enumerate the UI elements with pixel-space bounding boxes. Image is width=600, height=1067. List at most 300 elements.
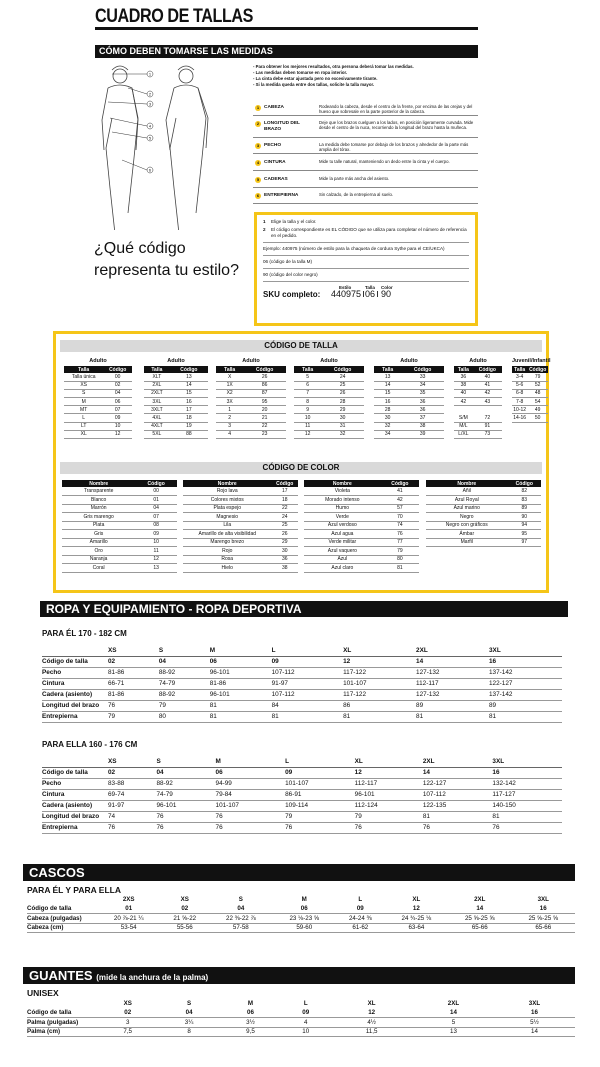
spec-row (27, 1027, 575, 1037)
color-name: Marrón (62, 504, 135, 513)
spec-value: 3¼ (158, 1018, 219, 1028)
color-code-table (183, 480, 298, 573)
size-code-group (294, 358, 364, 439)
size-header: XL (412, 896, 421, 903)
color-code-table (426, 480, 541, 572)
color-name: Marengo brezo (183, 538, 272, 547)
color-code-row (62, 555, 177, 564)
spec-value: 10 (281, 1027, 330, 1037)
spec-value: 76 (216, 822, 286, 833)
spec-value: 117-122 (343, 689, 416, 700)
size-code-heading: CÓDIGO DE TALLA (60, 340, 542, 352)
svg-text:6: 6 (148, 167, 152, 173)
color-name: Blanco (62, 496, 135, 505)
size-value: XLT (144, 373, 170, 381)
spec-value: 76 (216, 811, 286, 822)
size-code-table (64, 366, 132, 439)
color-name: Amarillo (62, 538, 135, 547)
spec-row (42, 678, 562, 689)
color-name: Rojo lava (183, 487, 272, 496)
spec-row (27, 1018, 575, 1028)
size-value: 40 (454, 389, 473, 397)
spec-value: 117-122 (343, 667, 416, 678)
row-header-spacer (42, 756, 108, 767)
spec-value: 76 (108, 700, 159, 711)
color-code-row (304, 547, 419, 556)
size-value: 2XL (144, 381, 170, 389)
sku-style-header: Estilo (339, 285, 352, 290)
spec-value: 9,5 (220, 1027, 281, 1037)
size-value: 6 (294, 381, 321, 389)
size-col-header: Talla (144, 366, 170, 373)
color-name: Verde (304, 513, 381, 522)
spec-row (42, 689, 562, 700)
color-code-row (426, 538, 541, 547)
spec-value: 132-142 (492, 778, 562, 789)
code-value: 43 (473, 398, 502, 406)
spec-value: 06 (216, 767, 286, 778)
size-value: X2 (216, 389, 243, 397)
color-code-row (426, 496, 541, 505)
color-code-row (183, 564, 298, 573)
spec-value: 16 (492, 767, 562, 778)
size-code-group (144, 358, 208, 439)
spec-value: 81 (492, 811, 562, 822)
svg-text:4: 4 (148, 123, 152, 129)
color-code-row (304, 496, 419, 505)
color-code: 80 (381, 555, 419, 564)
spec-value: 101-107 (343, 678, 416, 689)
measure-row-inseam (253, 190, 478, 204)
measure-label: CADERAS (264, 177, 288, 182)
spec-value: 12 (330, 1008, 413, 1018)
sku-color-header: Color (381, 285, 393, 290)
color-code: 01 (135, 496, 177, 505)
code-value: 32 (321, 430, 364, 438)
code-value: 31 (321, 422, 364, 430)
size-value: 12 (294, 430, 321, 438)
color-code: 57 (381, 504, 419, 513)
code-value: 21 (243, 414, 286, 422)
spec-value: 86-91 (285, 789, 355, 800)
size-value: 3-4 (512, 373, 527, 381)
spec-row-label: Entrepierna (42, 822, 108, 833)
color-code-row (304, 521, 419, 530)
spec-value: 79 (285, 811, 355, 822)
spec-value: 02 (108, 767, 157, 778)
spec-row-label: Cadera (asiento) (42, 800, 108, 811)
spec-value: 109-114 (285, 800, 355, 811)
helmets-heading: CASCOS (23, 864, 575, 881)
code-value (527, 430, 548, 438)
code-value: 10 (103, 422, 132, 430)
spec-value: 12 (355, 767, 423, 778)
spec-row-label: Código de talla (42, 656, 108, 667)
spec-value: 25 ⅝-25 ⅝ (511, 914, 575, 924)
size-code-row (216, 381, 286, 389)
color-code-row (304, 538, 419, 547)
sku-step-text: El código correspondiente es EL CÓDIGO que se utiliza para completar el número de referencia en el pedido. (271, 227, 467, 238)
size-value: 3XLT (144, 406, 170, 414)
size-code-row (512, 398, 548, 406)
spec-value: 76 (285, 822, 355, 833)
size-code-table (294, 366, 364, 439)
code-value: 49 (527, 406, 548, 414)
size-code-group (454, 358, 502, 439)
color-code (508, 555, 541, 564)
color-name: Transparente (62, 487, 135, 496)
color-code-row (426, 547, 541, 556)
spec-value: 74-79 (159, 678, 210, 689)
spec-value: 127-132 (416, 667, 489, 678)
size-value: M/L (454, 422, 473, 430)
size-code-row (64, 414, 132, 422)
code-value: 19 (170, 422, 208, 430)
size-value: 5XL (144, 430, 170, 438)
spec-value: 112-117 (355, 778, 423, 789)
him-subtitle: PARA ÉL 170 - 182 CM (42, 629, 127, 638)
code-value: 91 (473, 422, 502, 430)
size-group-title: Adulto (242, 358, 260, 364)
name-col-header: Nombre (62, 480, 135, 487)
spec-row (27, 1008, 575, 1018)
color-code: 04 (135, 504, 177, 513)
spec-value: 74 (108, 811, 157, 822)
size-value: 2 (216, 414, 243, 422)
color-code-row (183, 555, 298, 564)
size-value: 1 (216, 406, 243, 414)
size-code-row (144, 398, 208, 406)
spec-row (27, 923, 575, 933)
size-code-row (216, 389, 286, 397)
color-code-row (426, 513, 541, 522)
size-header: S (187, 1000, 192, 1007)
spec-value: 89 (416, 700, 489, 711)
gloves-heading (23, 967, 575, 984)
size-code-group (64, 358, 132, 439)
size-header: L (285, 756, 355, 767)
size-header: 3XL (528, 1000, 541, 1007)
measure-label: CABEZA (264, 105, 284, 110)
size-code-table (454, 366, 502, 439)
size-header: S (238, 896, 243, 903)
spec-row-label: Cadera (asiento) (42, 689, 108, 700)
color-code-row (62, 504, 177, 513)
size-value: 4XL (144, 414, 170, 422)
size-code-row (294, 398, 364, 406)
spec-value: 04 (158, 1008, 219, 1018)
measure-label: CINTURA (264, 160, 286, 165)
row-header-spacer (27, 895, 97, 904)
size-value: X (216, 373, 243, 381)
size-group-title: Adulto (320, 358, 338, 364)
size-code-row (294, 381, 364, 389)
code-col-header: Código (321, 366, 364, 373)
spec-row (42, 700, 562, 711)
spec-value: 96-101 (157, 800, 216, 811)
spec-value: 137-142 (489, 667, 562, 678)
color-code: 10 (135, 538, 177, 547)
size-code-row (216, 406, 286, 414)
color-name: Lila (183, 521, 272, 530)
size-header: S (157, 756, 216, 767)
spec-value: 88-92 (157, 778, 216, 789)
size-code-row (64, 373, 132, 381)
sku-step-text: Elige la talla y el color. (271, 219, 317, 224)
color-code (508, 547, 541, 556)
size-value: 36 (454, 373, 473, 381)
size-header: XL (343, 645, 416, 656)
spec-value: 127-132 (416, 689, 489, 700)
size-header: 3XL (489, 645, 562, 656)
spec-value: 122-135 (423, 800, 493, 811)
size-code-row (512, 430, 548, 438)
size-code-row (144, 389, 208, 397)
size-code-row (512, 422, 548, 430)
code-value: 35 (401, 389, 444, 397)
spec-value: 65-66 (448, 923, 511, 933)
color-code: 11 (135, 547, 177, 556)
spec-value: 91-97 (108, 800, 157, 811)
color-code-row (183, 530, 298, 539)
measure-number: 6 (256, 193, 260, 198)
code-value: 79 (527, 373, 548, 381)
code-value: 38 (401, 422, 444, 430)
spec-row (27, 904, 575, 914)
sku-color-line: 90 (código del color negro) (263, 272, 318, 277)
sportswear-heading: ROPA Y EQUIPAMIENTO - ROPA DEPORTIVA (40, 601, 568, 617)
how-to-measure-heading: CÓMO DEBEN TOMARSE LAS MEDIDAS (95, 45, 478, 58)
code-value: 54 (527, 398, 548, 406)
code-value: 88 (170, 430, 208, 438)
name-col-header: Nombre (426, 480, 508, 487)
size-header: 2XL (416, 645, 489, 656)
color-name: Coral (62, 564, 135, 573)
size-code-row (454, 422, 502, 430)
code-value: 52 (527, 381, 548, 389)
glove-size-table (27, 999, 575, 1037)
color-name: Magnesio (183, 513, 272, 522)
measure-row-hips (253, 174, 478, 188)
spec-row-label: Cabeza (cm) (27, 923, 97, 933)
spec-value: 53-54 (97, 923, 160, 933)
spec-value: 107-112 (423, 789, 493, 800)
spec-value: 4½ (330, 1018, 413, 1028)
spec-row (42, 800, 562, 811)
size-header: M (216, 756, 286, 767)
spec-value: 16 (511, 904, 575, 914)
size-header: M (301, 896, 307, 903)
size-value: LT (64, 422, 103, 430)
size-group-title: Adulto (167, 358, 185, 364)
spec-value: 02 (160, 904, 209, 914)
color-code: 79 (381, 547, 419, 556)
title-underline (95, 27, 478, 30)
spec-value: 83-88 (108, 778, 157, 789)
code-value: 12 (103, 430, 132, 438)
color-code-row (426, 487, 541, 496)
measure-row-head (253, 102, 478, 116)
note-2: - Las medidas deben tomarse en ropa interior. (253, 70, 348, 75)
size-header: 2XL (447, 1000, 460, 1007)
spec-value: 81 (210, 711, 272, 722)
note-1: - Para obtener los mejores resultados, otra persona deberá tomar las medidas. (253, 64, 414, 69)
size-header: XL (355, 756, 423, 767)
spec-value: 01 (97, 904, 160, 914)
spec-value: 101-107 (285, 778, 355, 789)
measure-desc: Mide tu talle natural, manteniendo un dedo entre la cinta y el cuerpo. (319, 159, 450, 164)
sku-step-1 (263, 219, 469, 225)
code-col-header: Código (401, 366, 444, 373)
size-code-row (144, 414, 208, 422)
spec-row (27, 914, 575, 924)
measure-desc: Mide la parte más ancha del asiento. (319, 176, 390, 181)
color-code: 42 (381, 496, 419, 505)
code-value: 24 (321, 373, 364, 381)
code-value: 87 (243, 389, 286, 397)
sku-complete (263, 285, 469, 307)
spec-value: 14 (448, 904, 511, 914)
spec-value: 76 (157, 811, 216, 822)
size-header: 2XL (423, 756, 493, 767)
measure-notes (253, 64, 478, 88)
size-header: 3XL (537, 896, 549, 903)
spec-row (42, 778, 562, 789)
spec-value: 88-92 (159, 689, 210, 700)
color-name: Azul verdoso (304, 521, 381, 530)
spec-value: 14 (413, 1008, 494, 1018)
svg-text:5: 5 (148, 135, 152, 141)
size-code-row (374, 406, 444, 414)
size-code-row (374, 398, 444, 406)
sku-step-number: 1 (263, 219, 266, 224)
spec-value: 94-99 (216, 778, 286, 789)
code-value: 09 (103, 414, 132, 422)
size-header: S (159, 645, 210, 656)
size-col-header: Talla (64, 366, 103, 373)
sku-label: SKU completo: (263, 290, 321, 299)
spec-value: 112-124 (355, 800, 423, 811)
size-group-title: Juvenil/Infantil (512, 358, 551, 364)
code-value: 95 (243, 398, 286, 406)
spec-value: 12 (343, 656, 416, 667)
spec-value: 61-62 (336, 923, 385, 933)
color-code: 26 (272, 530, 299, 539)
code-value: 37 (401, 414, 444, 422)
color-code: 70 (381, 513, 419, 522)
spec-value: 81 (423, 811, 493, 822)
size-code-row (294, 414, 364, 422)
spec-row (42, 711, 562, 722)
row-header-spacer (42, 645, 108, 656)
size-code-row (64, 381, 132, 389)
size-code-row (454, 430, 502, 438)
sku-example: Ejemplo: 440975 (número de estilo para la chaqueta de cordura Sythe para el CE/UKCA) (263, 246, 445, 251)
size-code-row (454, 406, 502, 414)
size-value: 2XLT (144, 389, 170, 397)
color-name: Añil (426, 487, 508, 496)
spec-value: 140-150 (492, 800, 562, 811)
size-group-title: Adulto (469, 358, 487, 364)
color-code-row (304, 555, 419, 564)
color-code-table (62, 480, 177, 573)
spec-value: 91-97 (272, 678, 343, 689)
color-code-row (183, 487, 298, 496)
color-code: 08 (135, 521, 177, 530)
color-code-row (62, 530, 177, 539)
size-code-row (294, 406, 364, 414)
spec-row-label: Cintura (42, 678, 108, 689)
spec-row-label: Código de talla (27, 904, 97, 914)
note-4: - Si la medida queda entre dos tallas, solicite la talla mayor. (253, 82, 375, 87)
size-value: 32 (374, 422, 401, 430)
spec-value: 81 (343, 711, 416, 722)
measure-number: 3 (256, 143, 260, 148)
body-measure-figure (92, 60, 222, 230)
svg-text:3: 3 (148, 101, 152, 107)
size-header: L (358, 896, 363, 903)
spec-row (42, 656, 562, 667)
helmets-subtitle: PARA ÉL Y PARA ELLA (27, 885, 121, 895)
row-header-spacer (27, 999, 97, 1008)
color-code: 22 (272, 504, 299, 513)
spec-value: 63-64 (385, 923, 448, 933)
spec-value: 89 (489, 700, 562, 711)
spec-value: 79-84 (216, 789, 286, 800)
size-value: MT (64, 406, 103, 414)
size-value: L (64, 414, 103, 422)
spec-row (42, 767, 562, 778)
spec-value: 3½ (220, 1018, 281, 1028)
size-value: 5-6 (512, 381, 527, 389)
size-value: 3 (216, 422, 243, 430)
code-col-header: Código (135, 480, 177, 487)
name-col-header: Nombre (183, 480, 272, 487)
code-value: 00 (103, 373, 132, 381)
code-col-header: Código (473, 366, 502, 373)
spec-value: 16 (494, 1008, 575, 1018)
spec-value: 107-112 (272, 667, 343, 678)
color-name: Rojo (183, 547, 272, 556)
spec-value: 65-66 (511, 923, 575, 933)
spec-value: 74-79 (157, 789, 216, 800)
spec-value: 4 (281, 1018, 330, 1028)
color-code-row (62, 538, 177, 547)
code-col-header: Código (508, 480, 541, 487)
color-name: Plata espejo (183, 504, 272, 513)
color-code: 77 (381, 538, 419, 547)
code-value: 13 (170, 373, 208, 381)
size-code-row (512, 389, 548, 397)
spec-row-label: Palma (cm) (27, 1027, 97, 1037)
color-code: 94 (508, 521, 541, 530)
size-value: 3X (216, 398, 243, 406)
measure-number: 2 (256, 121, 260, 126)
code-value: 86 (243, 381, 286, 389)
spec-value: 09 (272, 656, 343, 667)
color-code: 29 (272, 538, 299, 547)
size-header: XS (123, 1000, 132, 1007)
name-col-header: Nombre (304, 480, 381, 487)
color-code: 25 (272, 521, 299, 530)
spec-value: 11,5 (330, 1027, 413, 1037)
spec-value: 117-127 (492, 789, 562, 800)
code-value: 40 (473, 373, 502, 381)
spec-value: 137-142 (489, 689, 562, 700)
color-name (426, 547, 508, 556)
size-code-row (64, 398, 132, 406)
size-code-row (144, 381, 208, 389)
